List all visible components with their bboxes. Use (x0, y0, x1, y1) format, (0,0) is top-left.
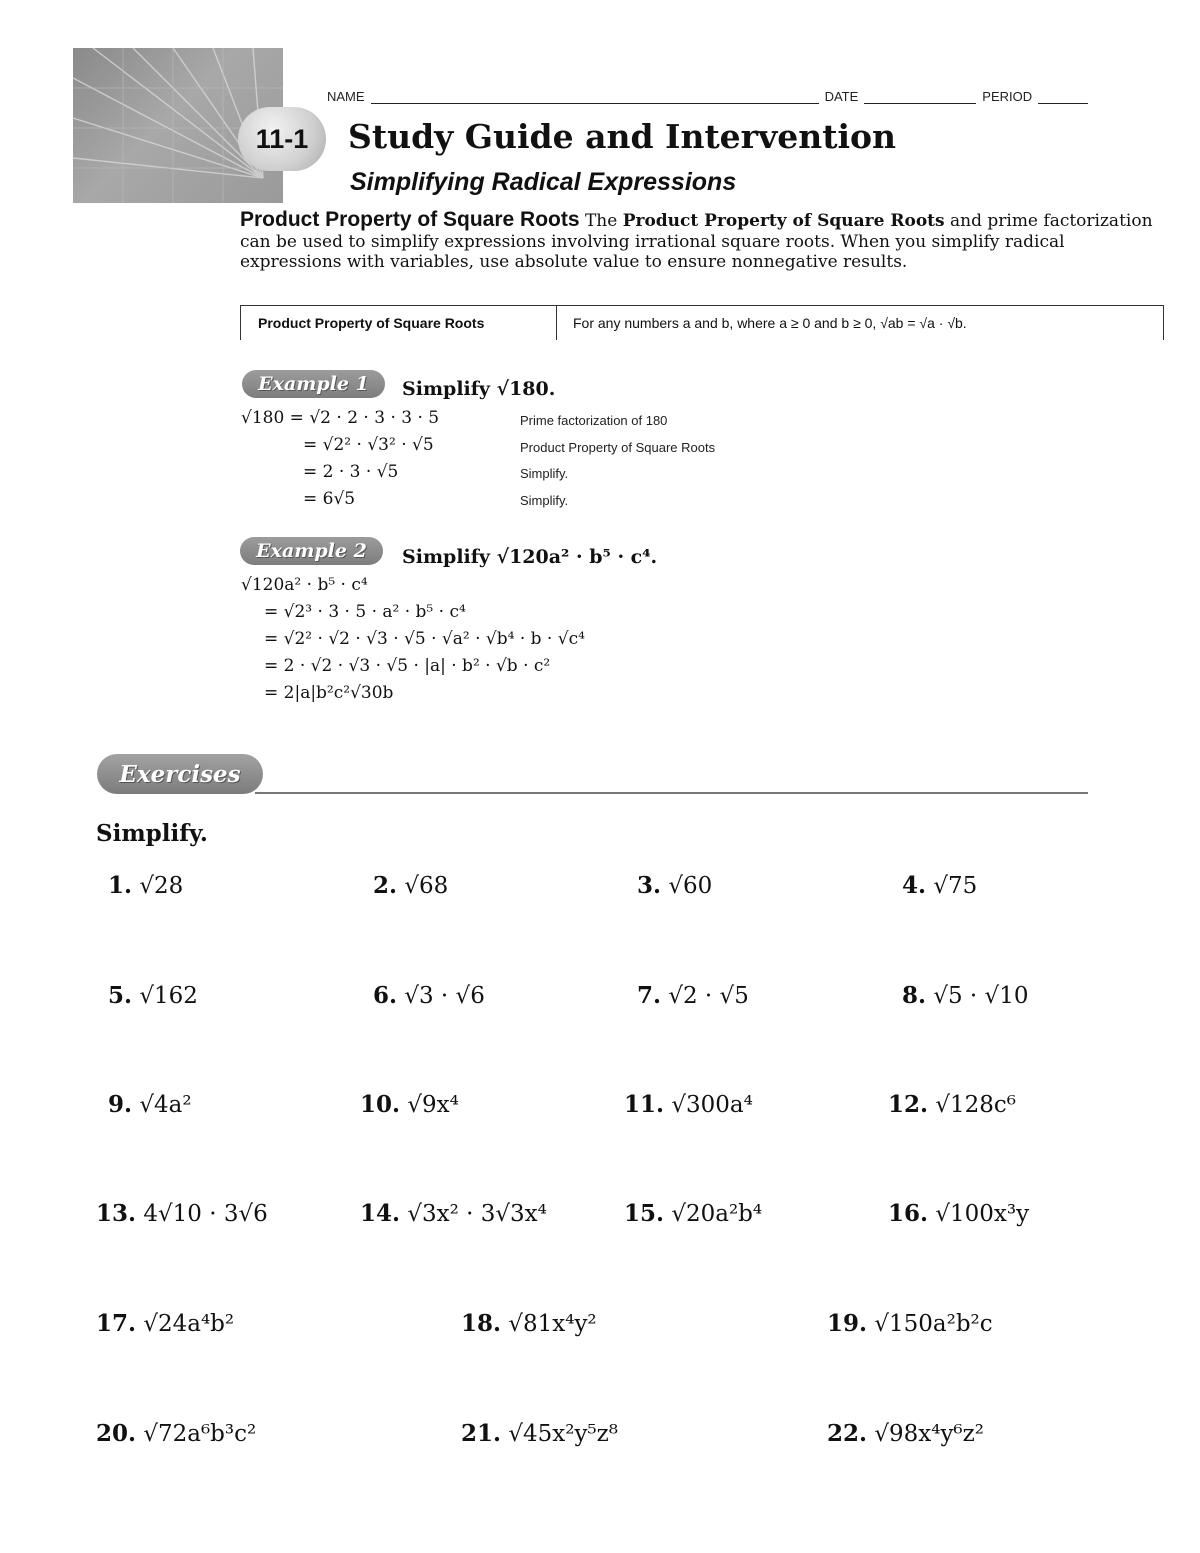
example-1-note-4: Simplify. (520, 493, 569, 508)
date-label: DATE (824, 89, 859, 104)
page-title: Study Guide and Intervention (348, 117, 897, 156)
exercise-12: 12. √128c⁶ (888, 1091, 1016, 1118)
example-1-step-4: = 6√5 (303, 489, 356, 509)
exercise-15: 15. √20a²b⁴ (624, 1200, 763, 1227)
exercise-6: 6. √3 · √6 (373, 982, 485, 1009)
example-2-step-2: = √2³ · 3 · 5 · a² · b⁵ · c⁴ (264, 602, 466, 622)
exercise-19: 19. √150a²b²c (827, 1310, 993, 1337)
exercise-20: 20. √72a⁶b³c² (96, 1420, 257, 1447)
example-1-step-1: √180 = √2 · 2 · 3 · 3 · 5 (241, 408, 440, 428)
exercise-7: 7. √2 · √5 (637, 982, 749, 1009)
intro-bold-term: Product Property of Square Roots (622, 211, 945, 231)
exercise-18: 18. √81x⁴y² (461, 1310, 597, 1337)
exercise-16: 16. √100x³y (888, 1200, 1030, 1227)
exercise-9: 9. √4a² (108, 1091, 192, 1118)
example-2-step-4: = 2 · √2 · √3 · √5 · |a| · b² · √b · c² (264, 656, 551, 676)
example-2-label: Example 2 (240, 537, 383, 565)
date-field[interactable] (864, 89, 976, 104)
property-statement: For any numbers a and b, where a ≥ 0 and b ≥ 0, √ab = √a · √b. (573, 315, 967, 331)
example-1-note-2: Product Property of Square Roots (520, 440, 716, 455)
intro-heading: Product Property of Square Roots (240, 208, 580, 231)
name-date-period-row (327, 89, 1167, 104)
exercise-10: 10. √9x⁴ (360, 1091, 459, 1118)
exercise-4: 4. √75 (902, 872, 978, 899)
exercise-17: 17. √24a⁴b² (96, 1310, 235, 1337)
exercises-instruction: Simplify. (96, 820, 208, 847)
period-field[interactable] (1038, 89, 1088, 104)
exercise-3: 3. √60 (637, 872, 713, 899)
example-2-step-3: = √2² · √2 · √3 · √5 · √a² · √b⁴ · b · √c⁴ (264, 629, 585, 649)
exercise-2: 2. √68 (373, 872, 449, 899)
intro-text-2: and prime factorization can be used to simplify expressions involving irrational square roots. When you simplify radical expressions with variables, use absolute value to ensure nonnegative results. (240, 211, 1153, 272)
example-1-step-2: = √2² · √3² · √5 (303, 435, 434, 455)
example-1-prompt: Simplify √180. (402, 378, 556, 400)
exercise-1: 1. √28 (108, 872, 184, 899)
exercise-11: 11. √300a⁴ (624, 1091, 753, 1118)
property-box (240, 305, 1164, 340)
example-1-note-1: Prime factorization of 180 (520, 413, 668, 428)
exercises-rule (255, 792, 1088, 794)
name-label: NAME (327, 89, 365, 104)
example-2-step-5: = 2|a|b²c²√30b (264, 683, 394, 703)
exercise-8: 8. √5 · √10 (902, 982, 1029, 1009)
example-2-step-1: √120a² · b⁵ · c⁴ (241, 575, 368, 595)
name-field[interactable] (371, 89, 819, 104)
exercise-21: 21. √45x²y⁵z⁸ (461, 1420, 618, 1447)
example-1-step-3: = 2 · 3 · √5 (303, 462, 399, 482)
example-1-note-3: Simplify. (520, 466, 569, 481)
period-label: PERIOD (982, 89, 1033, 104)
intro-text-1: The (584, 211, 618, 231)
exercise-5: 5. √162 (108, 982, 198, 1009)
exercises-label: Exercises (97, 754, 263, 794)
example-2-prompt: Simplify √120a² · b⁵ · c⁴. (402, 546, 658, 568)
exercise-22: 22. √98x⁴y⁶z² (827, 1420, 984, 1447)
property-label: Product Property of Square Roots (241, 306, 557, 340)
exercise-13: 13. 4√10 · 3√6 (96, 1200, 268, 1227)
example-1-label: Example 1 (242, 370, 385, 398)
intro-paragraph (240, 210, 1170, 273)
lesson-badge: 11-1 (238, 107, 326, 171)
page-subtitle: Simplifying Radical Expressions (350, 168, 737, 196)
exercise-14: 14. √3x² · 3√3x⁴ (360, 1200, 547, 1227)
